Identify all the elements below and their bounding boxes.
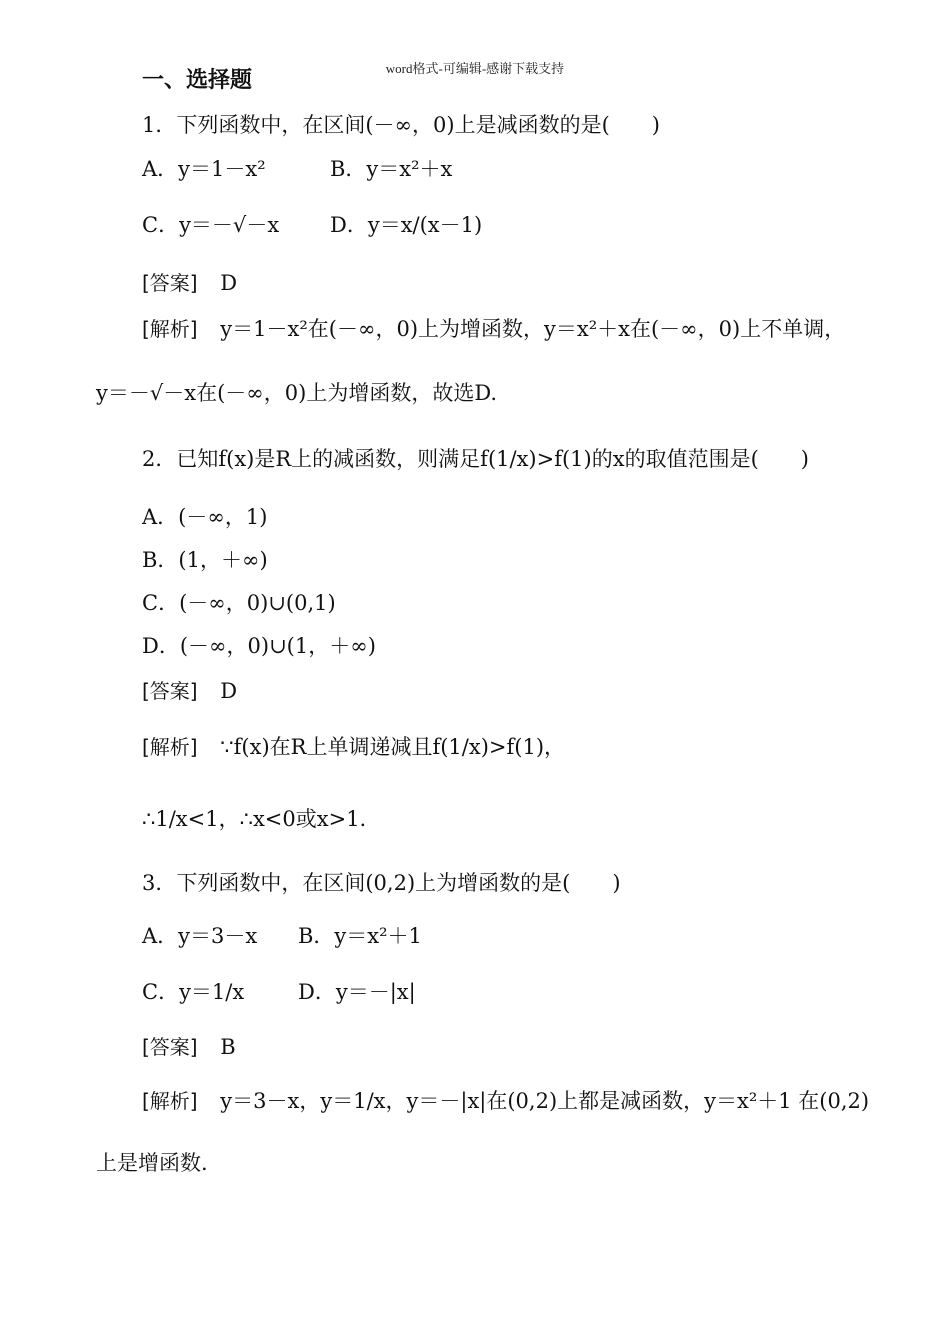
q3-option-b: B．y＝x²＋1 — [298, 924, 422, 948]
q3-option-d: D．y＝－|x| — [298, 980, 416, 1004]
q1-option-a: A．y＝1－x² — [142, 157, 266, 181]
q2-stem: 2．已知f(x)是R上的减函数，则满足f(1/x)>f(1)的x的取值范围是( ) — [142, 447, 809, 471]
q1-stem: 1．下列函数中，在区间(－∞，0)上是减函数的是( ) — [142, 113, 660, 137]
q2-analysis-line1: ∵f(x)在R上单调递减且f(1/x)>f(1)， — [220, 735, 566, 759]
answer-label: [答案] — [142, 271, 198, 295]
analysis-label: [解析] — [142, 735, 198, 759]
q2-option-a: A．(－∞，1) — [142, 505, 268, 529]
q2-option-c: C．(－∞，0)∪(0,1) — [142, 591, 336, 615]
q2-option-b: B．(1，＋∞) — [142, 548, 268, 572]
section-title: 一、选择题 — [142, 68, 253, 93]
q3-analysis-row — [142, 1088, 869, 1114]
q3-stem: 3．下列函数中，在区间(0,2)上为增函数的是( ) — [142, 871, 621, 895]
q3-analysis-line2: 上是增函数. — [96, 1151, 208, 1175]
q3-option-a: A．y＝3－x — [142, 924, 258, 948]
q1-option-d: D．y＝x/(x－1) — [330, 213, 483, 237]
q1-option-c: C．y＝－√－x — [142, 213, 280, 237]
q1-answer-row — [142, 270, 237, 296]
q2-answer-row — [142, 678, 237, 704]
q1-answer: D — [220, 271, 238, 295]
q3-option-c: C．y＝1/x — [142, 980, 245, 1004]
q3-answer: B — [220, 1035, 236, 1059]
q1-analysis-line2: y＝－√－x在(－∞，0)上为增函数，故选D. — [96, 381, 498, 405]
analysis-label: [解析] — [142, 1089, 198, 1113]
q1-analysis-row — [142, 316, 845, 342]
q3-analysis-line1: y＝3－x，y＝1/x，y＝－|x|在(0,2)上都是减函数，y＝x²＋1 在(0,2) — [220, 1089, 870, 1113]
q1-option-b: B．y＝x²＋x — [330, 157, 453, 181]
analysis-label: [解析] — [142, 317, 198, 341]
answer-label: [答案] — [142, 679, 198, 703]
q3-answer-row — [142, 1034, 236, 1060]
q2-answer: D — [220, 679, 238, 703]
answer-label: [答案] — [142, 1035, 198, 1059]
q2-option-d: D．(－∞，0)∪(1，＋∞) — [142, 634, 376, 658]
page-header: word格式-可编辑-感谢下载支持 — [385, 61, 565, 76]
q2-analysis-line2: ∴1/x<1，∴x<0或x>1. — [142, 807, 367, 831]
q2-analysis-row — [142, 734, 565, 760]
q1-analysis-line1: y＝1－x²在(－∞，0)上为增函数，y＝x²＋x在(－∞，0)上不单调， — [220, 317, 846, 341]
